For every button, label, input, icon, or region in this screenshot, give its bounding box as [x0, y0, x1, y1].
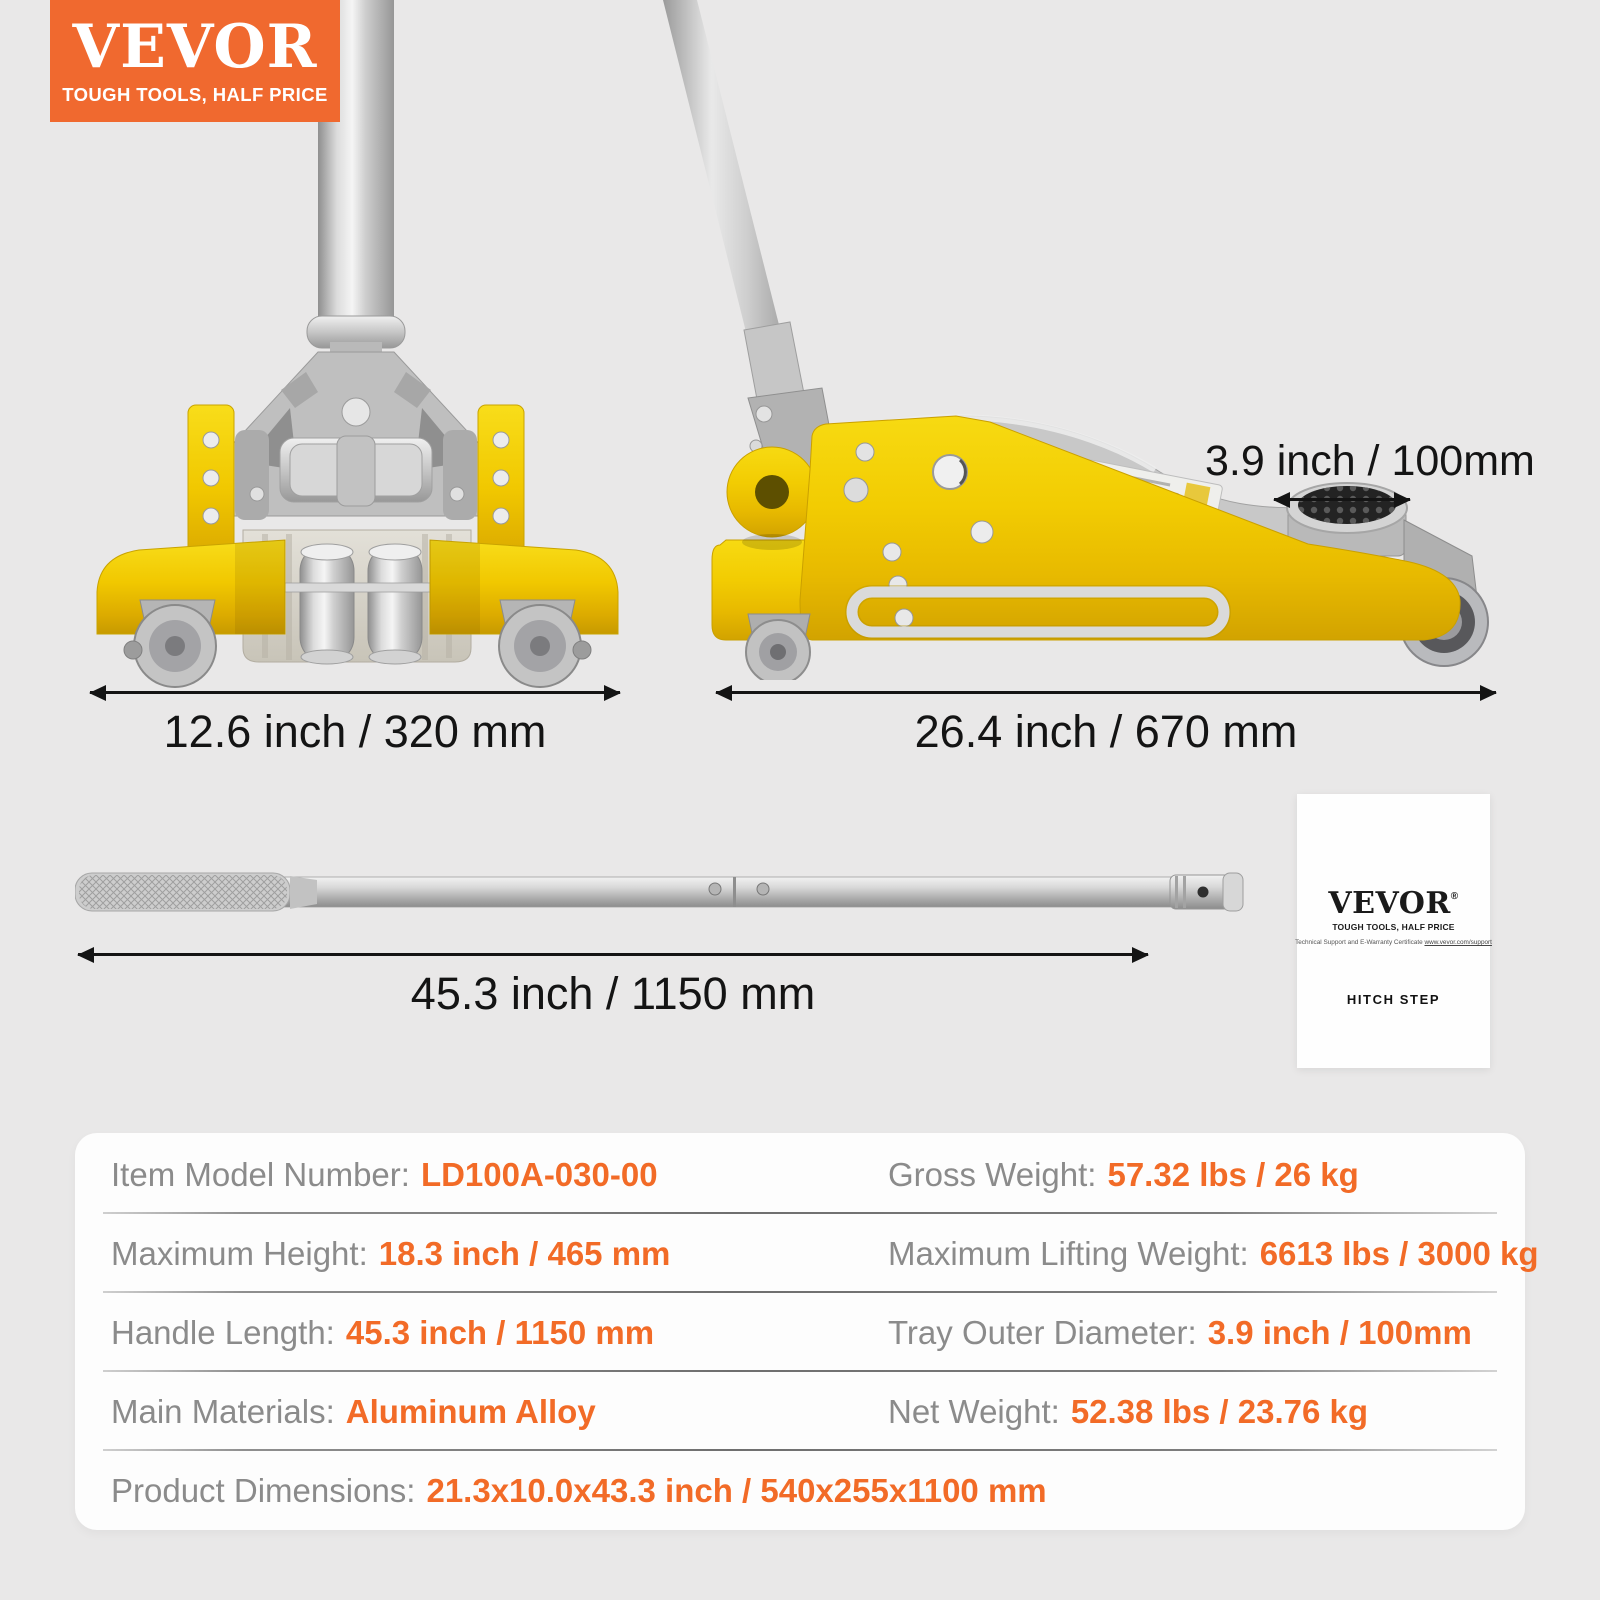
- front-width-label: 12.6 inch / 320 mm: [163, 706, 547, 757]
- handle-rod-image: [75, 868, 1247, 916]
- spec-value: 57.32 lbs / 26 kg: [1107, 1155, 1359, 1193]
- side-handle: [663, 0, 836, 478]
- spec-table: [75, 1133, 1539, 1530]
- spec-row: [111, 1372, 1495, 1451]
- spec-cell: [888, 1393, 1495, 1431]
- manual-tagline: TOUGH TOOLS, HALF PRICE: [1332, 922, 1455, 932]
- spec-value: 18.3 inch / 465 mm: [378, 1234, 671, 1272]
- spec-value: 45.3 inch / 1150 mm: [345, 1313, 655, 1351]
- brand-badge: [50, 0, 340, 122]
- side-front-caster: [746, 614, 810, 680]
- spec-value: Aluminum Alloy: [345, 1392, 596, 1430]
- spec-value: 6613 lbs / 3000 kg: [1259, 1234, 1539, 1272]
- spec-row: [111, 1214, 1539, 1293]
- brand-logo-text: VEVOR: [72, 11, 318, 82]
- front-width-arrow-icon: [90, 691, 620, 694]
- spec-label: Tray Outer Diameter:: [888, 1313, 1197, 1351]
- spec-row: [111, 1135, 1495, 1214]
- spec-label: Maximum Height:: [111, 1234, 368, 1272]
- spec-cell: [888, 1235, 1539, 1273]
- spec-cell: [111, 1472, 1495, 1510]
- manual-product-name: HITCH STEP: [1346, 992, 1441, 1007]
- tray-dimension-label: 3.9 inch / 100mm: [1205, 437, 1535, 485]
- manual-support-text: Technical Support and E-Warranty Certificate: [1295, 939, 1425, 946]
- spec-cell: [111, 1314, 888, 1352]
- handle-length-label: 45.3 inch / 1150 mm: [410, 968, 816, 1019]
- spec-label: Handle Length:: [111, 1313, 335, 1351]
- spec-cell: [111, 1235, 888, 1273]
- registered-mark: ®: [1450, 891, 1459, 902]
- spec-value: 52.38 lbs / 23.76 kg: [1070, 1392, 1369, 1430]
- manual-brand-text: [1328, 882, 1458, 919]
- spec-cell: [111, 1156, 888, 1194]
- spec-cell: [888, 1156, 1495, 1194]
- spec-value: 21.3x10.0x43.3 inch / 540x255x1100 mm: [426, 1471, 1047, 1509]
- spec-label: Maximum Lifting Weight:: [888, 1234, 1249, 1272]
- brand-tagline: TOUGH TOOLS, HALF PRICE: [62, 83, 328, 105]
- spec-cell: [111, 1393, 888, 1431]
- handle-length-arrow-icon: [78, 953, 1148, 956]
- spec-label: Product Dimensions:: [111, 1471, 416, 1509]
- manual-support-line: [1295, 939, 1492, 946]
- spec-value: 3.9 inch / 100mm: [1207, 1313, 1472, 1351]
- side-length-arrow-icon: [716, 691, 1496, 694]
- jack-side-view-image: [660, 0, 1535, 680]
- manual-card: [1297, 794, 1490, 1068]
- spec-label: Item Model Number:: [111, 1155, 410, 1193]
- spec-cell: [888, 1314, 1495, 1352]
- spec-row: [111, 1293, 1495, 1372]
- front-casting: [195, 352, 517, 520]
- spec-label: Main Materials:: [111, 1392, 335, 1430]
- manual-brand-word: VEVOR: [1328, 886, 1451, 921]
- spec-row: [111, 1451, 1495, 1530]
- tray-dimension-arrow-icon: [1274, 498, 1410, 501]
- manual-support-link: www.vevor.com/support: [1424, 939, 1492, 946]
- spec-value: LD100A-030-00: [420, 1155, 658, 1193]
- spec-label: Gross Weight:: [888, 1155, 1097, 1193]
- side-length-label: 26.4 inch / 670 mm: [914, 706, 1298, 757]
- spec-label: Net Weight:: [888, 1392, 1060, 1430]
